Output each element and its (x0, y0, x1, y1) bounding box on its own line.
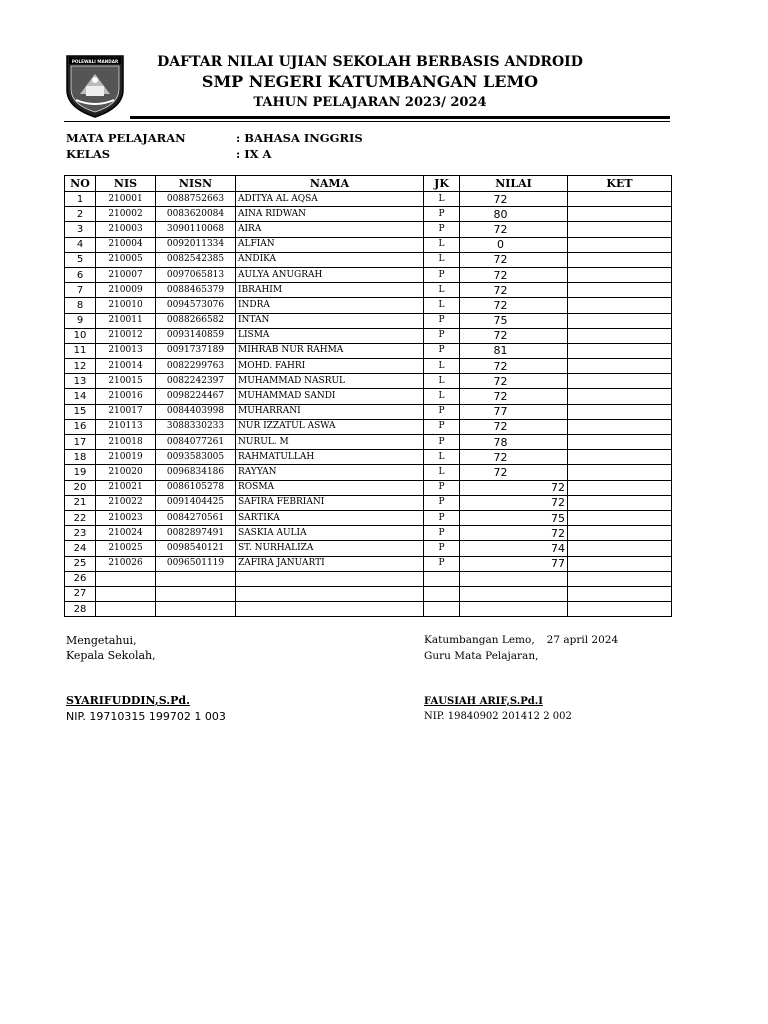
row-gender: P (424, 541, 460, 556)
row-name: SARTIKA (236, 510, 424, 525)
row-note (568, 237, 672, 252)
row-name: RAHMATULLAH (236, 450, 424, 465)
row-grade: 72 (460, 267, 568, 282)
row-nisn: 0093583005 (156, 450, 236, 465)
table-row (65, 602, 672, 617)
row-note (568, 465, 672, 480)
row-nis: 210026 (96, 556, 156, 571)
row-name (236, 586, 424, 601)
row-note (568, 267, 672, 282)
row-nis: 210016 (96, 389, 156, 404)
row-gender: L (424, 374, 460, 389)
row-nisn: 0096834186 (156, 465, 236, 480)
table-row (65, 222, 672, 237)
row-name: ROSMA (236, 480, 424, 495)
column-header-jk: JK (424, 176, 460, 192)
teacher-name: FAUSIAH ARIF,S.Pd.I (424, 696, 543, 707)
row-nis: 210004 (96, 237, 156, 252)
row-gender: P (424, 526, 460, 541)
row-name: SASKIA AULIA (236, 526, 424, 541)
teacher-title: Guru Mata Pelajaran, (424, 650, 539, 662)
row-nisn: 3090110068 (156, 222, 236, 237)
row-nis: 210018 (96, 435, 156, 450)
table-row (65, 192, 672, 207)
row-nisn: 0084270561 (156, 510, 236, 525)
row-gender: L (424, 192, 460, 207)
row-note (568, 556, 672, 571)
row-nis: 210009 (96, 283, 156, 298)
academic-year: TAHUN PELAJARAN 2023/ 2024 (253, 95, 487, 110)
row-grade: 72 (460, 465, 568, 480)
row-nisn: 0088752663 (156, 192, 236, 207)
column-header-nisn: NISN (156, 176, 236, 192)
row-nis: 210024 (96, 526, 156, 541)
row-nisn: 0091737189 (156, 343, 236, 358)
row-gender: P (424, 343, 460, 358)
row-nisn: 0084403998 (156, 404, 236, 419)
row-nisn: 0082542385 (156, 252, 236, 267)
row-grade (460, 602, 568, 617)
row-note (568, 374, 672, 389)
row-nisn: 0086105278 (156, 480, 236, 495)
principal-title: Kepala Sekolah, (66, 649, 156, 662)
row-nis: 210012 (96, 328, 156, 343)
row-no: 6 (65, 267, 96, 282)
subject-value: : BAHASA INGGRIS (236, 131, 363, 145)
row-gender: L (424, 389, 460, 404)
row-no: 17 (65, 435, 96, 450)
row-nisn: 0082299763 (156, 359, 236, 374)
row-gender: P (424, 404, 460, 419)
row-no: 26 (65, 571, 96, 586)
row-gender: P (424, 267, 460, 282)
row-note (568, 495, 672, 510)
row-no: 8 (65, 298, 96, 313)
row-gender (424, 571, 460, 586)
class-value: : IX A (236, 147, 272, 161)
table-row (65, 404, 672, 419)
row-grade: 72 (460, 495, 568, 510)
row-grade: 72 (460, 359, 568, 374)
row-no: 1 (65, 192, 96, 207)
teacher-nip: NIP. 19840902 201412 2 002 (424, 711, 572, 722)
table-row (65, 510, 672, 525)
row-gender: L (424, 252, 460, 267)
row-note (568, 526, 672, 541)
row-name: ST. NURHALIZA (236, 541, 424, 556)
row-name: AIRA (236, 222, 424, 237)
row-note (568, 419, 672, 434)
row-nisn: 0083620084 (156, 207, 236, 222)
row-note (568, 298, 672, 313)
row-name: NUR IZZATUL ASWA (236, 419, 424, 434)
row-no: 28 (65, 602, 96, 617)
row-grade: 72 (460, 480, 568, 495)
row-grade: 72 (460, 328, 568, 343)
row-no: 7 (65, 283, 96, 298)
row-grade: 72 (460, 192, 568, 207)
row-note (568, 480, 672, 495)
row-nisn: 3088330233 (156, 419, 236, 434)
row-name: MUHAMMAD NASRUL (236, 374, 424, 389)
row-nisn: 0082242397 (156, 374, 236, 389)
grades-table (64, 175, 672, 617)
row-name: SAFIRA FEBRIANI (236, 495, 424, 510)
row-nisn: 0098540121 (156, 541, 236, 556)
row-gender: L (424, 450, 460, 465)
row-grade: 72 (460, 450, 568, 465)
table-row (65, 571, 672, 586)
row-nis: 210015 (96, 374, 156, 389)
row-nisn (156, 571, 236, 586)
row-nisn: 0092011334 (156, 237, 236, 252)
row-grade: 74 (460, 541, 568, 556)
table-row (65, 328, 672, 343)
row-name: AULYA ANUGRAH (236, 267, 424, 282)
table-row (65, 343, 672, 358)
row-no: 14 (65, 389, 96, 404)
row-name: LISMA (236, 328, 424, 343)
row-nisn: 0088266582 (156, 313, 236, 328)
school-district-emblem-icon (64, 54, 126, 118)
row-no: 4 (65, 237, 96, 252)
place-date (424, 634, 618, 646)
table-row (65, 313, 672, 328)
row-note (568, 252, 672, 267)
row-nis: 210003 (96, 222, 156, 237)
column-header-ket: KET (568, 176, 672, 192)
row-no: 25 (65, 556, 96, 571)
row-gender: L (424, 298, 460, 313)
row-grade: 0 (460, 237, 568, 252)
row-note (568, 359, 672, 374)
row-gender: L (424, 359, 460, 374)
row-note (568, 343, 672, 358)
row-name: IBRAHIM (236, 283, 424, 298)
row-note (568, 586, 672, 601)
row-grade: 75 (460, 510, 568, 525)
emblem-text: POLEWALI MANDAR (71, 58, 119, 64)
row-name: ALFIAN (236, 237, 424, 252)
table-row (65, 480, 672, 495)
row-grade: 77 (460, 404, 568, 419)
column-header-nama: NAMA (236, 176, 424, 192)
row-no: 21 (65, 495, 96, 510)
row-grade: 72 (460, 389, 568, 404)
row-gender: P (424, 510, 460, 525)
row-gender (424, 602, 460, 617)
table-row (65, 237, 672, 252)
row-no: 27 (65, 586, 96, 601)
table-row (65, 556, 672, 571)
table-row (65, 298, 672, 313)
row-nisn: 0096501119 (156, 556, 236, 571)
row-name: NURUL. M (236, 435, 424, 450)
row-nis (96, 571, 156, 586)
row-note (568, 541, 672, 556)
row-note (568, 283, 672, 298)
row-nisn: 0082897491 (156, 526, 236, 541)
table-row (65, 465, 672, 480)
row-grade: 72 (460, 283, 568, 298)
row-name: MUHAMMAD SANDI (236, 389, 424, 404)
row-nis: 210002 (96, 207, 156, 222)
row-note (568, 389, 672, 404)
row-no: 23 (65, 526, 96, 541)
table-row (65, 283, 672, 298)
row-gender: L (424, 283, 460, 298)
row-gender: P (424, 328, 460, 343)
row-nis: 210014 (96, 359, 156, 374)
row-no: 13 (65, 374, 96, 389)
row-gender: P (424, 313, 460, 328)
row-gender: P (424, 207, 460, 222)
row-gender: L (424, 237, 460, 252)
table-row (65, 419, 672, 434)
row-name: RAYYAN (236, 465, 424, 480)
row-note (568, 207, 672, 222)
row-note (568, 435, 672, 450)
row-note (568, 602, 672, 617)
row-nis (96, 586, 156, 601)
row-grade: 72 (460, 222, 568, 237)
row-name: MOHD. FAHRI (236, 359, 424, 374)
row-no: 20 (65, 480, 96, 495)
row-nis: 210021 (96, 480, 156, 495)
row-name: INDRA (236, 298, 424, 313)
signing-date: 27 april 2024 (546, 634, 619, 646)
row-grade: 81 (460, 343, 568, 358)
table-row (65, 374, 672, 389)
place-name: Katumbangan Lemo, (424, 634, 535, 646)
row-gender: P (424, 435, 460, 450)
row-nis: 210010 (96, 298, 156, 313)
row-gender: L (424, 465, 460, 480)
row-no: 12 (65, 359, 96, 374)
row-no: 3 (65, 222, 96, 237)
row-name: ZAFIRA JANUARTI (236, 556, 424, 571)
row-gender (424, 586, 460, 601)
row-no: 9 (65, 313, 96, 328)
row-nisn: 0094573076 (156, 298, 236, 313)
row-no: 15 (65, 404, 96, 419)
row-no: 22 (65, 510, 96, 525)
table-row (65, 526, 672, 541)
row-note (568, 510, 672, 525)
row-gender: P (424, 419, 460, 434)
subject-label: MATA PELAJARAN (66, 131, 186, 145)
row-gender: P (424, 556, 460, 571)
row-nisn: 0091404425 (156, 495, 236, 510)
row-nisn: 0097065813 (156, 267, 236, 282)
row-grade: 72 (460, 252, 568, 267)
row-grade: 72 (460, 298, 568, 313)
table-body (65, 192, 672, 617)
row-name: ADITYA AL AQSA (236, 192, 424, 207)
row-grade: 72 (460, 526, 568, 541)
principal-name: SYARIFUDDIN,S.Pd. (66, 694, 190, 707)
row-no: 19 (65, 465, 96, 480)
row-nis: 210001 (96, 192, 156, 207)
principal-nip: NIP. 19710315 199702 1 003 (66, 710, 226, 723)
row-name: MIHRAB NUR RAHMA (236, 343, 424, 358)
row-nis: 210022 (96, 495, 156, 510)
row-nis (96, 602, 156, 617)
row-nis: 210113 (96, 419, 156, 434)
row-grade (460, 571, 568, 586)
row-gender: P (424, 495, 460, 510)
row-nis: 210020 (96, 465, 156, 480)
row-gender: P (424, 480, 460, 495)
row-nis: 210005 (96, 252, 156, 267)
table-row (65, 435, 672, 450)
row-grade (460, 586, 568, 601)
row-nis: 210007 (96, 267, 156, 282)
row-nis: 210011 (96, 313, 156, 328)
row-note (568, 328, 672, 343)
row-no: 24 (65, 541, 96, 556)
row-grade: 80 (460, 207, 568, 222)
row-note (568, 404, 672, 419)
row-grade: 77 (460, 556, 568, 571)
row-note (568, 571, 672, 586)
table-header-row (65, 176, 672, 192)
row-nis: 210019 (96, 450, 156, 465)
row-name (236, 602, 424, 617)
row-grade: 78 (460, 435, 568, 450)
table-row (65, 586, 672, 601)
table-row (65, 450, 672, 465)
row-nis: 210025 (96, 541, 156, 556)
document-title: DAFTAR NILAI UJIAN SEKOLAH BERBASIS ANDROID (157, 54, 583, 70)
row-name: MUHARRANI (236, 404, 424, 419)
row-nisn: 0098224467 (156, 389, 236, 404)
row-no: 2 (65, 207, 96, 222)
row-nis: 210017 (96, 404, 156, 419)
row-nisn (156, 586, 236, 601)
table-row (65, 495, 672, 510)
row-nisn: 0093140859 (156, 328, 236, 343)
school-name: SMP NEGERI KATUMBANGAN LEMO (201, 72, 539, 91)
row-note (568, 192, 672, 207)
row-no: 10 (65, 328, 96, 343)
table-row (65, 267, 672, 282)
header-rule-thick (130, 116, 670, 119)
row-grade: 75 (460, 313, 568, 328)
row-name: ANDIKA (236, 252, 424, 267)
row-gender: P (424, 222, 460, 237)
row-note (568, 222, 672, 237)
row-nisn: 0088465379 (156, 283, 236, 298)
row-no: 18 (65, 450, 96, 465)
row-name: INTAN (236, 313, 424, 328)
table-row (65, 359, 672, 374)
row-nisn: 0084077261 (156, 435, 236, 450)
class-label: KELAS (66, 147, 111, 161)
table-row (65, 252, 672, 267)
row-nis: 210013 (96, 343, 156, 358)
row-name: AINA RIDWAN (236, 207, 424, 222)
row-nis: 210023 (96, 510, 156, 525)
row-name (236, 571, 424, 586)
row-note (568, 450, 672, 465)
row-grade: 72 (460, 419, 568, 434)
column-header-no: NO (65, 176, 96, 192)
row-grade: 72 (460, 374, 568, 389)
column-header-nilai: NILAI (460, 176, 568, 192)
table-row (65, 389, 672, 404)
row-nisn (156, 602, 236, 617)
row-no: 5 (65, 252, 96, 267)
acknowledged-label: Mengetahui, (66, 634, 137, 647)
row-no: 16 (65, 419, 96, 434)
table-row (65, 541, 672, 556)
row-note (568, 313, 672, 328)
header-rule-thin (64, 121, 670, 122)
row-no: 11 (65, 343, 96, 358)
table-row (65, 207, 672, 222)
column-header-nis: NIS (96, 176, 156, 192)
